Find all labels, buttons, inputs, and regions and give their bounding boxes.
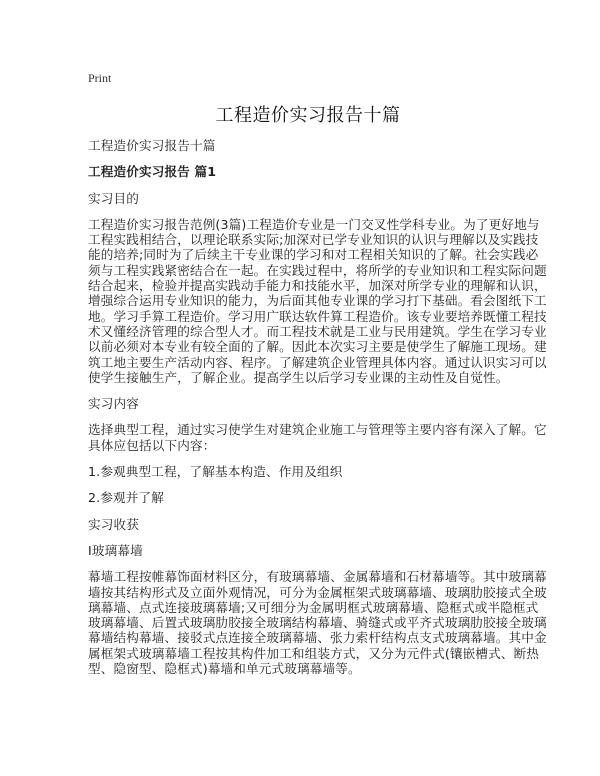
paragraph-heading: [88, 517, 528, 532]
paragraph: [88, 422, 547, 453]
text-line: 工程实践相结合，以理论联系实际;加深对已学专业知识的认识与理解以及实践技: [88, 232, 539, 248]
text-line: 须与工程实践紧密结合在一起。在实践过程中，将所学的专业知识和工程实际问题: [88, 262, 547, 278]
text-line: 实习目的: [88, 190, 139, 206]
paragraph: [88, 216, 547, 385]
text-line: 实习收获: [88, 516, 139, 532]
text-line: 璃幕墙、点式连接玻璃幕墙;又可细分为金属明框式玻璃幕墙、隐框式或半隐框式: [88, 599, 539, 615]
text-line: 地。学习手算工程造价。学习用广联达软件算工程造价。该专业要培养既懂工程技: [88, 308, 547, 324]
text-line: 实习内容: [88, 396, 139, 412]
text-line: 选择典型工程，通过实习使学生对建筑企业施工与管理等主要内容有深入了解。它: [88, 422, 547, 438]
text-line: I玻璃幕墙: [88, 542, 143, 558]
text-line: 属框架式玻璃幕墙工程按其构件加工和组装方式，又分为元件式(镶嵌槽式、断热: [88, 645, 540, 661]
paragraph: [88, 569, 547, 677]
text-line: 工程造价实习报告范例(3篇)工程造价专业是一门交叉性学科专业。为了更好地与: [88, 216, 540, 232]
document-page: [88, 70, 547, 677]
document-title: 工程造价实习报告十篇: [215, 105, 401, 126]
text-line: 幕墙结构幕墙、接驳式点连接全玻璃幕墙、张力索杆结构点支式玻璃幕墙。其中金: [88, 630, 547, 646]
text-line: 结合起来，检验并提高实践动手能力和技能水平，加深对所学专业的理解和认识，: [88, 278, 547, 294]
section-title: 工程造价实习报告 篇1: [88, 164, 217, 180]
paragraph-heading: [88, 191, 528, 206]
paragraph-heading: [88, 543, 528, 558]
document-subtitle: 工程造价实习报告十篇: [88, 138, 216, 153]
paragraph-heading: [88, 490, 528, 505]
text-line: 1.参观典型工程，了解基本构造、作用及组织: [88, 464, 343, 480]
text-line: 以前必须对本专业有较全面的了解。因此本次实习主要是使学生了解施工现场。建: [88, 339, 547, 355]
print-link[interactable]: Print: [88, 71, 112, 85]
text-line: 术又懂经济管理的综合型人才。而工程技术就是工业与民用建筑。学生在学习专业: [88, 323, 547, 339]
text-line: 玻璃幕墙、后置式玻璃肋胶接全玻璃结构幕墙、骑缝式或平齐式玻璃肋胶接全玻璃: [88, 615, 547, 631]
text-line: 具体应包括以下内容：: [88, 437, 216, 453]
text-line: 筑工地主要生产活动内容、程序。了解建筑企业管理具体内容。通过认识实习可以: [88, 354, 547, 370]
paragraph-heading: [88, 464, 528, 479]
document-body: [88, 190, 547, 677]
text-line: 幕墙工程按帷幕饰面材料区分，有玻璃幕墙、金属幕墙和石材幕墙等。其中玻璃幕: [88, 569, 547, 585]
text-line: 使学生接触生产，了解企业。提高学生以后学习专业课的主动性及自觉性。: [88, 369, 509, 385]
text-line: 能的培养;同时为了后续主干专业课的学习和对工程相关知识的了解。社会实践必: [88, 247, 539, 263]
paragraph-heading: [88, 396, 528, 411]
text-line: 2.参观并了解: [88, 490, 165, 506]
text-line: 增强综合运用专业知识的能力，为后面其他专业课的学习打下基础。看会图纸下工: [88, 293, 547, 309]
text-line: 型、隐窗型、隐框式)幕墙和单元式玻璃幕墙等。: [88, 661, 361, 677]
text-line: 墙按其结构形式及立面外观情况，可分为金属框架式玻璃幕墙、玻璃肋胶接式全玻: [88, 584, 547, 600]
